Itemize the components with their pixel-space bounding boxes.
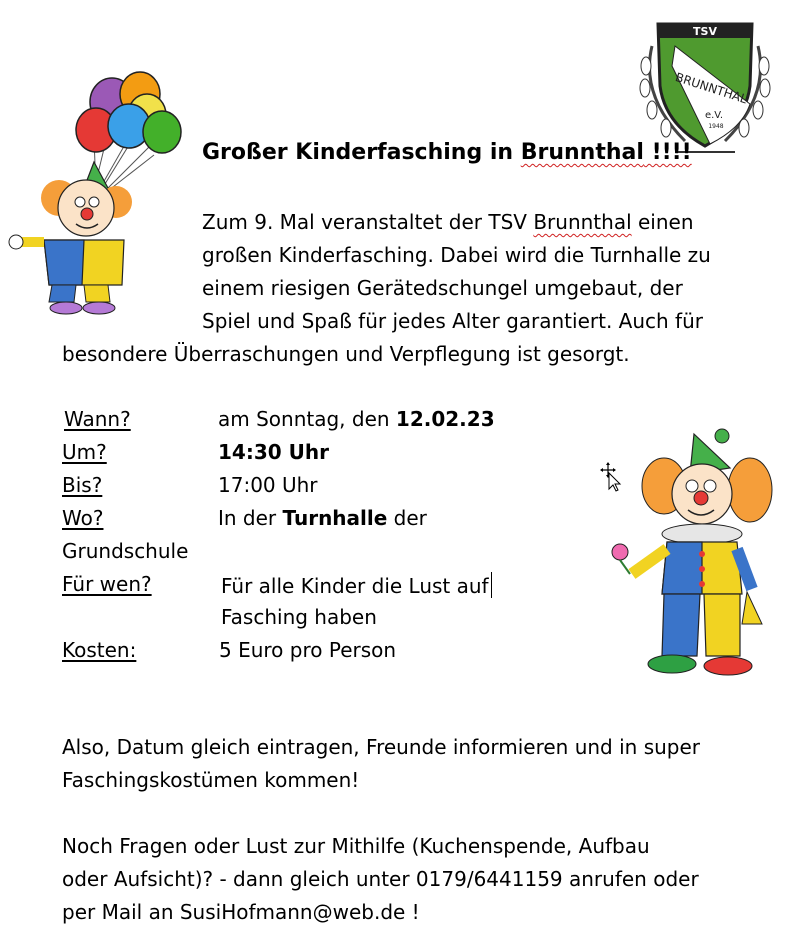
intro-line-1-b: einen bbox=[631, 210, 694, 234]
logo-suffix: e.V. bbox=[704, 110, 724, 121]
wann-value-date: 12.02.23 bbox=[395, 407, 495, 431]
title-prefix: Großer Kinderfasching in bbox=[202, 140, 521, 165]
wo-value-line-2: Grundschule bbox=[62, 539, 189, 563]
wo-value-prefix: In der bbox=[218, 506, 283, 530]
tsv-brunnthal-logo bbox=[630, 6, 780, 161]
wo-value-suffix: der bbox=[387, 506, 427, 530]
intro-line-2: großen Kinderfasching. Dabei wird die Turnhalle zu bbox=[202, 243, 711, 267]
bis-label: Bis? bbox=[62, 473, 103, 497]
intro-line-3: einem riesigen Gerätedschungel umgebaut, der bbox=[202, 276, 683, 300]
closing-p1-line-2: Faschingskostümen kommen! bbox=[62, 768, 360, 792]
fuer-wen-value bbox=[221, 572, 492, 598]
um-value: 14:30 Uhr bbox=[218, 440, 329, 464]
intro-line-1-a: Zum 9. Mal veranstaltet der TSV bbox=[202, 210, 534, 234]
intro-line-4: Spiel und Spaß für jedes Alter garantiert. Auch für bbox=[202, 309, 703, 333]
closing-p2-line-1: Noch Fragen oder Lust zur Mithilfe (Kuchenspende, Aufbau bbox=[62, 834, 650, 858]
wann-value-prefix: am Sonntag, den bbox=[218, 407, 396, 431]
fuer-wen-label: Für wen? bbox=[62, 572, 152, 596]
wo-label: Wo? bbox=[62, 506, 104, 530]
text-cursor bbox=[491, 572, 492, 598]
intro-line-5: besondere Überraschungen und Verpflegung ist gesorgt. bbox=[62, 342, 630, 366]
wann-value bbox=[218, 407, 495, 431]
kosten-value: 5 Euro pro Person bbox=[219, 638, 397, 662]
closing-p1-line-1: Also, Datum gleich eintragen, Freunde informieren und in super bbox=[62, 735, 701, 759]
fuer-wen-value-line-2: Fasching haben bbox=[221, 605, 377, 629]
title-suffix: !!!! bbox=[643, 140, 692, 165]
logo-year: 1948 bbox=[708, 123, 724, 130]
logo-top-text: TSV bbox=[693, 25, 717, 38]
closing-text bbox=[62, 731, 782, 929]
fuer-wen-value-line-1: Für alle Kinder die Lust auf bbox=[221, 574, 489, 598]
intro-line-1 bbox=[62, 206, 782, 239]
closing-p2-line-3: per Mail an SusiHofmann@web.de ! bbox=[62, 900, 420, 924]
paragraph-spacer bbox=[62, 797, 782, 830]
wo-value-place: Turnhalle bbox=[282, 506, 388, 530]
logo-name: BRUNNTHAL bbox=[673, 70, 749, 107]
intro-line-1-place: Brunnthal bbox=[533, 210, 632, 234]
wo-value bbox=[218, 506, 427, 530]
um-label: Um? bbox=[62, 440, 107, 464]
title-place: Brunnthal bbox=[520, 140, 644, 165]
page-title bbox=[202, 140, 692, 165]
clown-with-flower-image bbox=[602, 424, 782, 686]
bis-value: 17:00 Uhr bbox=[218, 473, 318, 497]
kosten-label: Kosten: bbox=[62, 638, 137, 662]
wann-label: Wann? bbox=[64, 407, 131, 431]
closing-p2-line-2: oder Aufsicht)? - dann gleich unter 0179/6441159 anrufen oder bbox=[62, 867, 699, 891]
intro-paragraph bbox=[62, 206, 782, 371]
